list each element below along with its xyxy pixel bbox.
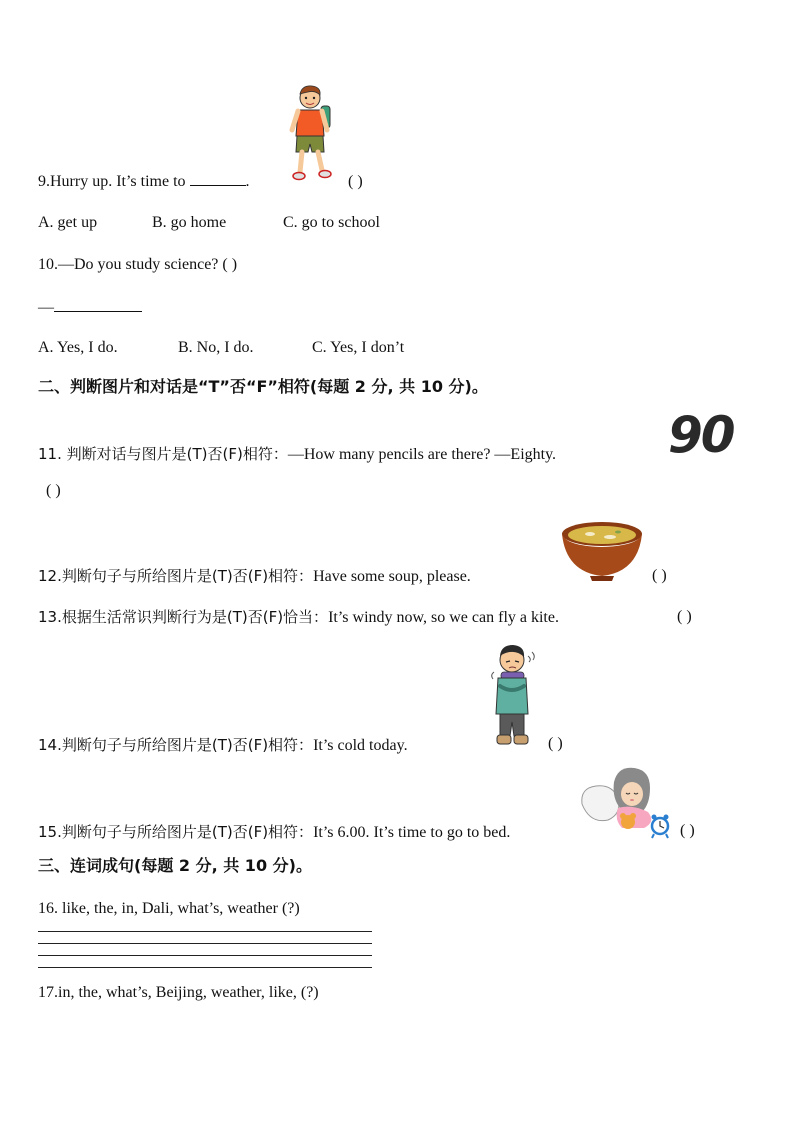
q9-option-a: A. get up	[38, 214, 98, 231]
q11-prefix: 11. 判断对话与图片是(T)否(F)相符：	[38, 445, 288, 463]
boy-with-backpack-icon	[288, 84, 336, 184]
question-13	[38, 607, 559, 628]
question-16: 16. like, the, in, Dali, what’s, weather (?)	[38, 900, 300, 917]
q11-answer-paren[interactable]: ( )	[46, 482, 61, 499]
q16-answer-line-1[interactable]	[38, 931, 372, 932]
q9-blank[interactable]	[190, 185, 246, 186]
question-9	[38, 172, 250, 192]
q9-option-c: C. go to school	[283, 214, 380, 231]
q10-reply-dash: —	[38, 299, 54, 316]
q15-answer-paren[interactable]: ( )	[680, 822, 695, 839]
q12-answer-paren[interactable]: ( )	[652, 567, 667, 584]
section-3-title: 三、连词成句(每题 2 分, 共 10 分)。	[38, 856, 312, 875]
q13-answer-paren[interactable]: ( )	[677, 608, 692, 625]
question-11	[38, 444, 556, 465]
sleeping-girl-alarm-icon	[578, 764, 672, 840]
q15-text: It’s 6.00. It’s time to go to bed.	[313, 824, 511, 841]
q16-answer-line-2[interactable]	[38, 943, 372, 944]
q9-stem: 9.Hurry up. It’s time to	[38, 173, 186, 190]
q14-prefix: 14.判断句子与所给图片是(T)否(F)相符：	[38, 736, 314, 754]
q11-text: —How many pencils are there? —Eighty.	[287, 446, 557, 463]
q12-text: Have some soup, please.	[313, 568, 471, 585]
question-12	[38, 566, 471, 587]
q12-prefix: 12.判断句子与所给图片是(T)否(F)相符：	[38, 567, 314, 585]
q15-prefix: 15.判断句子与所给图片是(T)否(F)相符：	[38, 823, 314, 841]
q9-blank-suffix: .	[245, 173, 250, 190]
q10-reply	[38, 298, 142, 318]
q9-answer-paren[interactable]: ( )	[348, 173, 363, 190]
q13-text: It’s windy now, so we can fly a kite.	[328, 609, 559, 626]
q10-option-a: A. Yes, I do.	[38, 339, 118, 356]
q10-option-c: C. Yes, I don’t	[312, 339, 405, 356]
q14-answer-paren[interactable]: ( )	[548, 735, 563, 752]
q16-answer-line-3[interactable]	[38, 955, 372, 956]
section-2-title: 二、判断图片和对话是“T”否“F”相符(每题 2 分, 共 10 分)。	[38, 377, 488, 396]
q16-answer-line-4[interactable]	[38, 967, 372, 968]
shivering-man-icon	[488, 642, 540, 750]
question-15	[38, 822, 510, 843]
question-17: 17.in, the, what’s, Beijing, weather, like, (?)	[38, 984, 319, 1001]
q9-option-b: B. go home	[152, 214, 227, 231]
number-90-image: 90	[668, 406, 734, 464]
question-10: 10.—Do you study science? ( )	[38, 256, 238, 273]
q13-prefix: 13.根据生活常识判断行为是(T)否(F)恰当：	[38, 608, 329, 626]
q10-blank[interactable]	[54, 311, 142, 312]
soup-bowl-icon	[560, 520, 644, 582]
question-14	[38, 735, 408, 756]
q14-text: It’s cold today.	[313, 737, 408, 754]
q10-option-b: B. No, I do.	[178, 339, 254, 356]
